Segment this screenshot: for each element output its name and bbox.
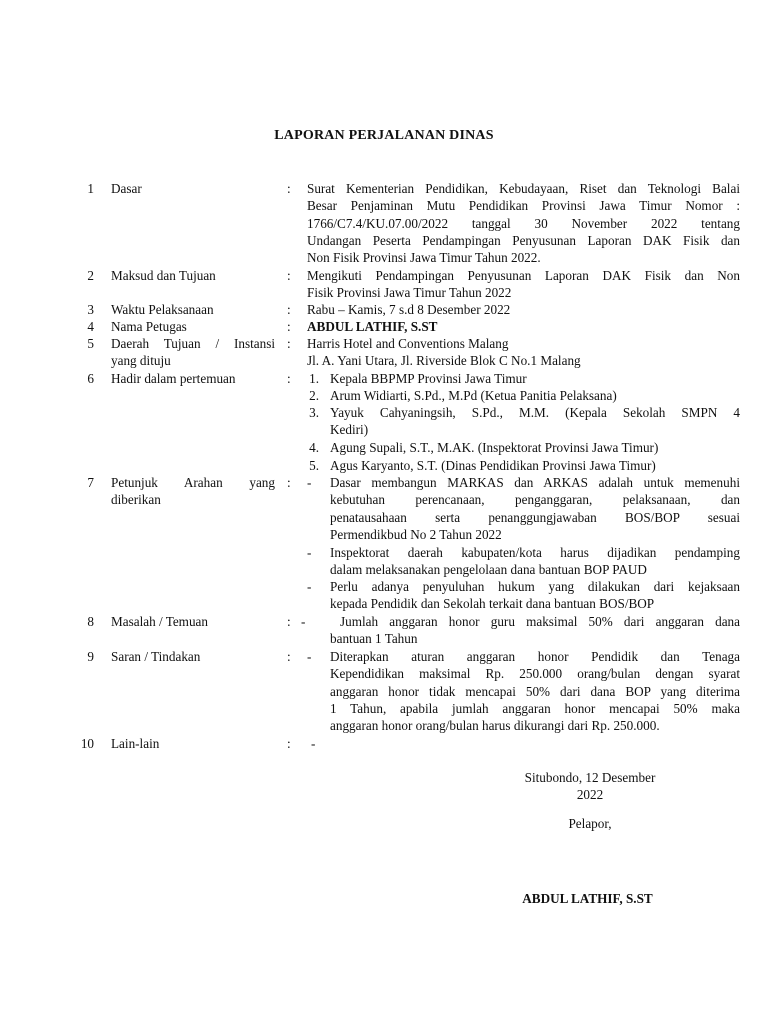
row-number: 1 [87,181,94,196]
row-label: Hadir dalam pertemuan [111,371,236,386]
row-content: Jumlah anggaran honor guru maksimal 50% dari anggaran dana bantuan 1 Tahun [330,614,740,647]
row-number: 5 [87,336,94,351]
row-label: Daerah Tujuan / Instansi yang dituju [111,336,275,369]
row-number: 4 [87,319,94,334]
row-label: Dasar [111,181,142,196]
row-dash: - [311,736,316,751]
place-date-year: 2022 [576,787,604,803]
row-content [307,318,740,335]
row-number: 7 [87,475,94,490]
row-number: 9 [87,649,94,664]
row-colon: : [287,268,291,283]
row-colon: : [287,614,291,629]
row-label: Maksud dan Tujuan [111,268,216,283]
row-colon: : [287,475,291,490]
row-content: Surat Kementerian Pendidikan, Kebudayaan, Riset dan Teknologi Balai Besar Penjaminan Mutu Pendidikan Provinsi Jawa Timur Nomor : 1766/C7.4/KU.07.00/2022 tanggal 30 November 2022 tentang Undangan Peserta Pendampingan Penyusunan Laporan DAK Fisik dan Non Fisik Provinsi Jawa Timur Tahun 2022. [307,181,740,266]
row-number: 10 [80,736,94,751]
signer-role: Pelapor, [568,816,612,831]
signature-block [500,769,680,804]
row-number: 8 [87,614,94,629]
row-content: Rabu – Kamis, 7 s.d 8 Desember 2022 [307,302,511,317]
row-label: Nama Petugas [111,319,187,334]
row-colon: : [287,736,291,751]
row-number: 2 [87,268,94,283]
row-label: Masalah / Temuan [111,614,208,629]
row-dash: - [307,649,312,664]
document-title: LAPORAN PERJALANAN DINAS [274,128,494,143]
row-number: 6 [87,371,94,386]
row-label: Saran / Tindakan [111,649,201,664]
row-label: Lain-lain [111,736,160,751]
row-dash: - [301,614,306,629]
row-label: Waktu Pelaksanaan [111,302,214,317]
row-content: Mengikuti Pendampingan Penyusunan Laporan DAK Fisik dan Non Fisik Provinsi Jawa Timur Tahun 2022 [307,268,740,301]
row-number: 3 [87,302,94,317]
officer-name: ABDUL LATHIF, S.ST [307,319,438,334]
signer-name: ABDUL LATHIF, S.ST [522,891,653,906]
row-colon: : [287,319,291,334]
row-content: Diterapkan aturan anggaran honor Pendidik dan Tenaga Kependidikan maksimal Rp. 250.000 orang/bulan dengan syarat anggaran honor tidak mencapai 50% dari dana BOP yang diterima 1 Tahun, apabila jumlah anggaran honor mencapai 50% maka anggaran honor orang/bulan harus dikurangi dari Rp. 250.000. [330,649,740,734]
row-colon: : [287,302,291,317]
row-colon: : [287,649,291,664]
place-date: Situbondo, 12 Desember [524,770,656,785]
row-content: Harris Hotel and Conventions Malang Jl. A. Yani Utara, Jl. Riverside Blok C No.1 Malang [307,336,581,369]
row-label: Petunjuk Arahan yang diberikan [111,475,275,508]
row-colon: : [287,181,291,196]
row-colon: : [287,336,291,351]
row-colon: : [287,371,291,386]
